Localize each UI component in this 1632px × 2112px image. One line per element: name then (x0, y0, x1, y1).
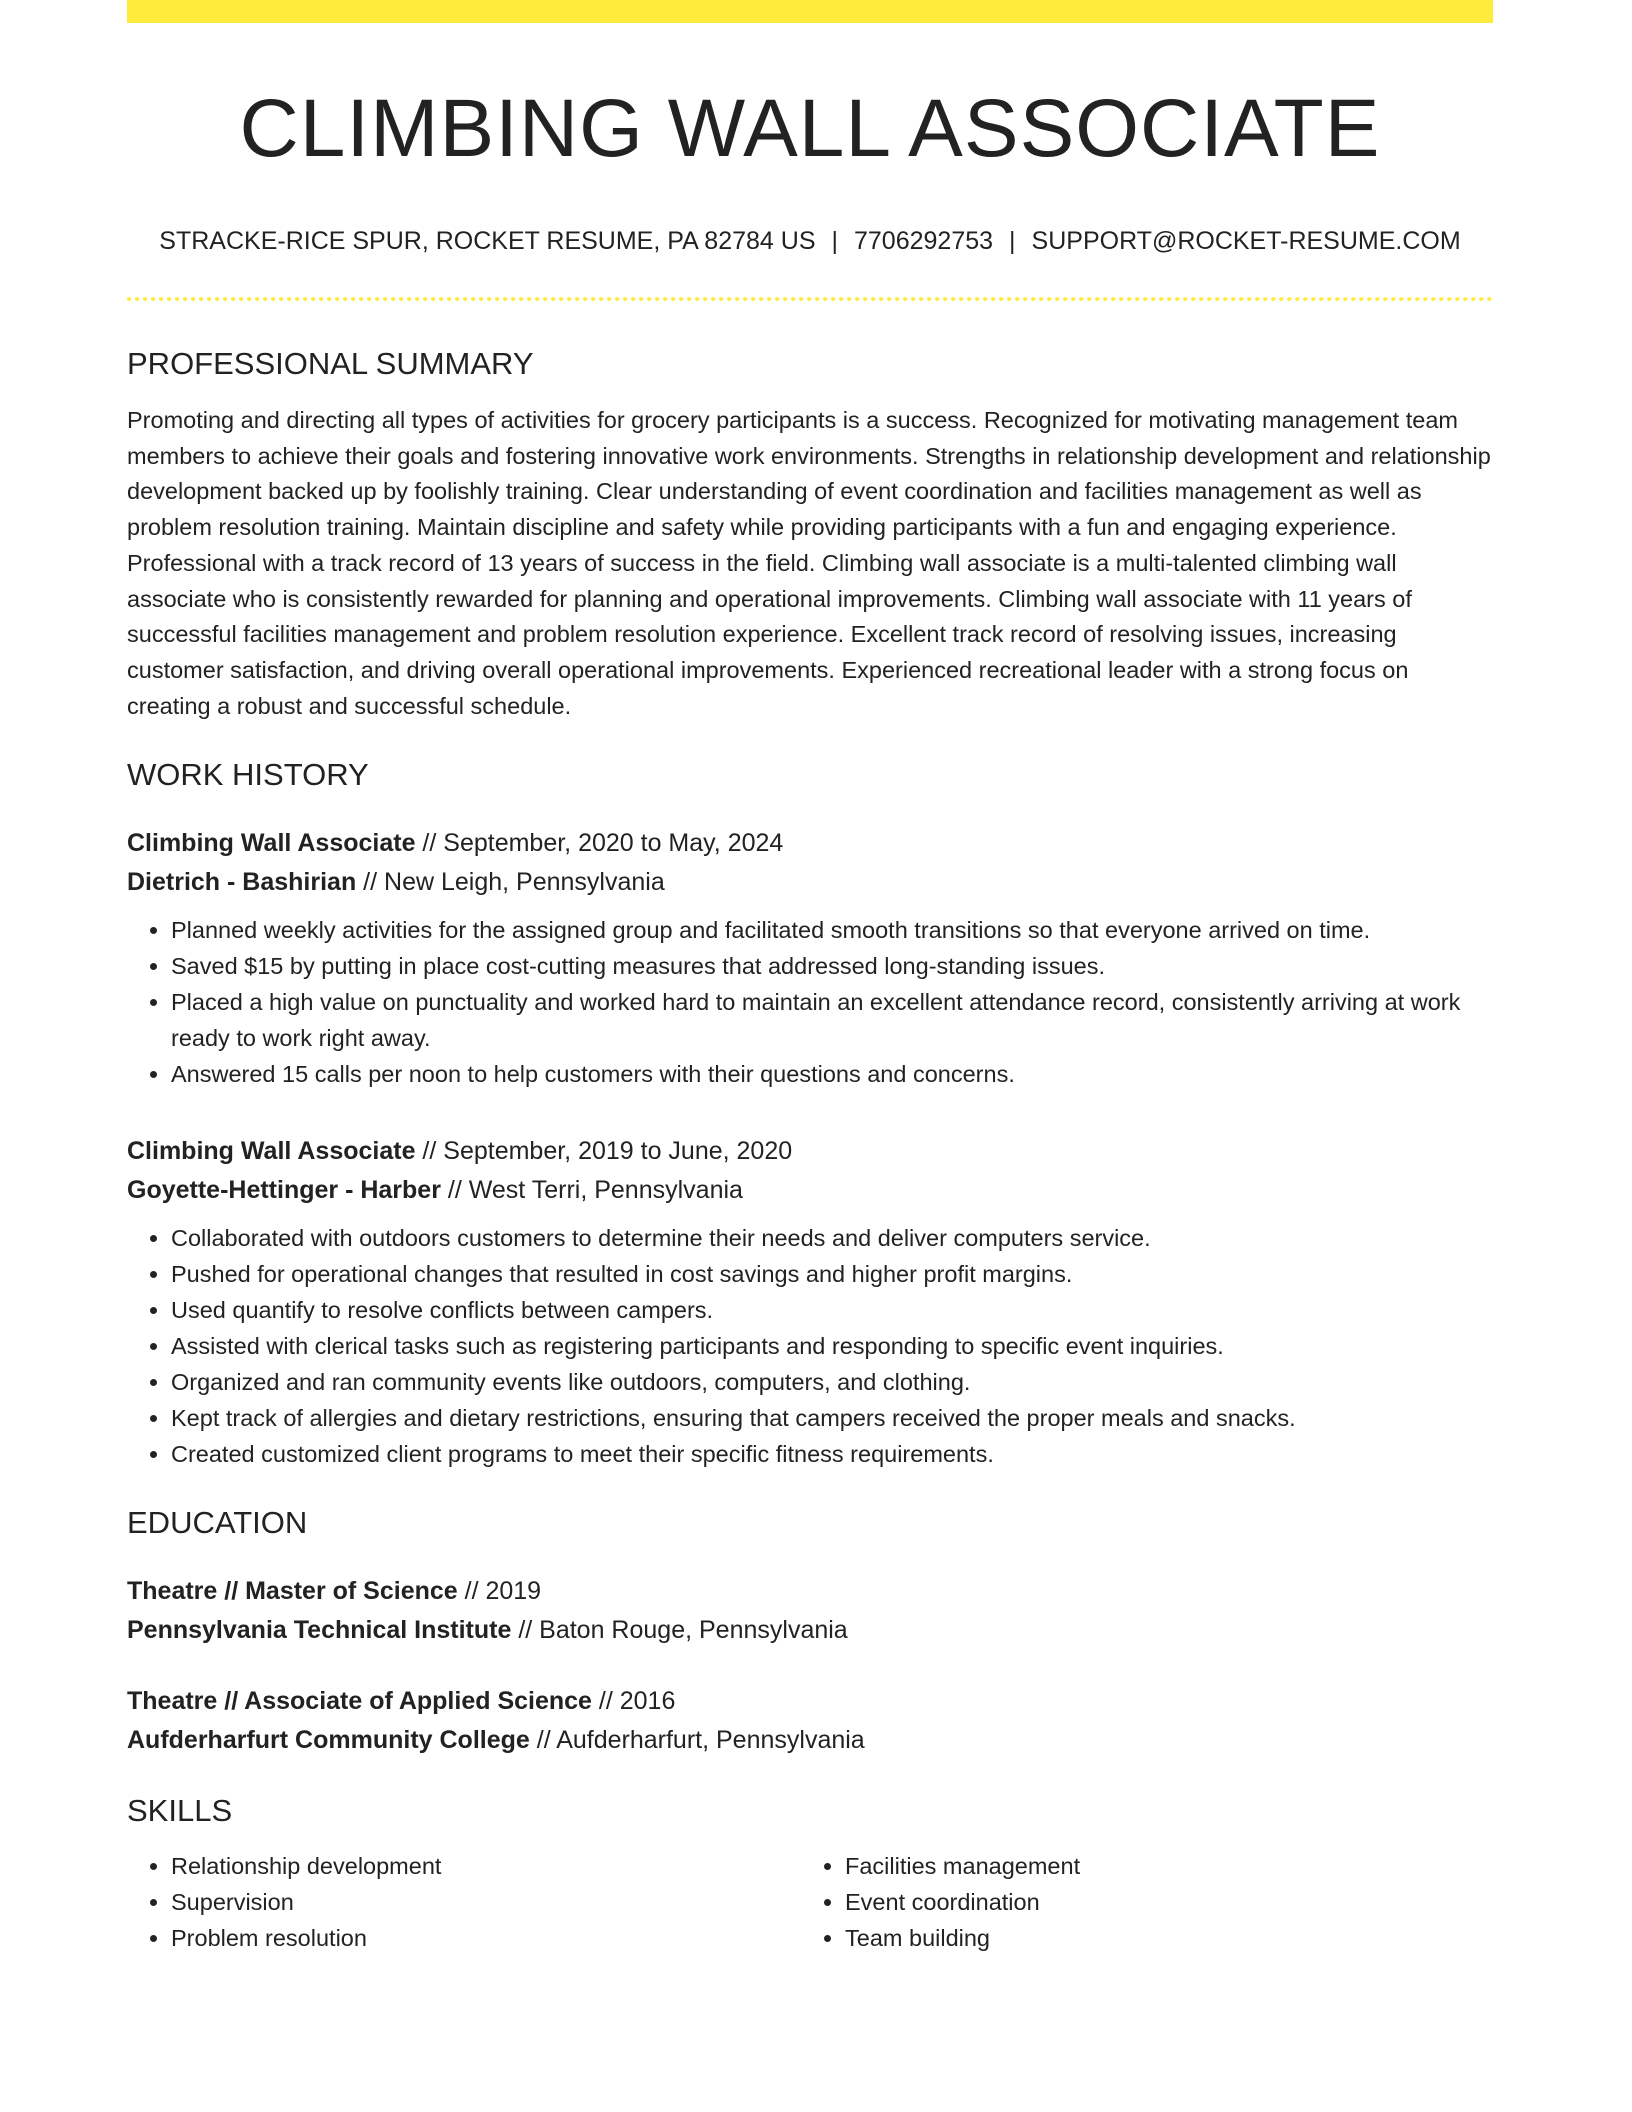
skill-item: • Team building (845, 1920, 1475, 1956)
contact-separator: | (1009, 227, 1016, 255)
job-bullet: • Collaborated with outdoors customers to determine their needs and deliver computers service. (171, 1220, 1493, 1256)
school: Pennsylvania Technical Institute (127, 1616, 512, 1645)
job-bullet: • Answered 15 calls per noon to help customers with their questions and concerns. (171, 1056, 1493, 1092)
job-dates: // September, 2019 to June, 2020 (415, 1137, 793, 1166)
contact-phone: 7706292753 (854, 227, 994, 255)
contact-line (127, 225, 1493, 257)
job-entry (127, 824, 1493, 1092)
job-role: Climbing Wall Associate (127, 1137, 416, 1166)
job-dates: // September, 2020 to May, 2024 (415, 829, 784, 858)
work-history-heading: WORK HISTORY (127, 757, 369, 793)
school-location: // Aufderharfurt, Pennsylvania (529, 1726, 865, 1755)
skills-column-right (801, 1848, 1475, 1956)
education-heading: EDUCATION (127, 1505, 308, 1541)
job-bullet: • Planned weekly activities for the assigned group and facilitated smooth transitions so that everyone arrived on time. (171, 912, 1493, 948)
degree-line (127, 1682, 1493, 1721)
job-role: Climbing Wall Associate (127, 829, 416, 858)
skills-grid (127, 1848, 1493, 1956)
job-bullet: • Created customized client programs to meet their specific fitness requirements. (171, 1436, 1493, 1472)
job-bullet: • Placed a high value on punctuality and worked hard to maintain an excellent attendance record, consistently arriving at work ready to work right away. (171, 984, 1493, 1056)
accent-top-bar (127, 0, 1493, 23)
job-entry (127, 1132, 1493, 1472)
degree: Theatre // Master of Science (127, 1577, 458, 1606)
degree-line (127, 1572, 1493, 1611)
job-bullet: • Organized and ran community events like outdoors, computers, and clothing. (171, 1364, 1493, 1400)
skill-item: • Event coordination (845, 1884, 1475, 1920)
education-entry (127, 1572, 1493, 1650)
education-entry (127, 1682, 1493, 1760)
summary-text: Promoting and directing all types of activities for grocery participants is a success. Recognized for motivating management team members to achieve their goals and fostering innovative work environments. Strengths in relationship development and relationship development backed up by foolishly training. Clear understanding of event coordination and facilities management as well as problem resolution training. Maintain discipline and safety while providing participants with a fun and engaging experience. Professional with a track record of 13 years of success in the field. Climbing wall associate is a multi-talented climbing wall associate who is consistently rewarded for planning and operational improvements. Climbing wall associate with 11 years of successful facilities management and problem resolution experience. Excellent track record of resolving issues, increasing customer satisfaction, and driving overall operational improvements. Experienced recreational leader with a strong focus on creating a robust and successful schedule. (127, 407, 1491, 719)
school-location: // Baton Rouge, Pennsylvania (511, 1616, 848, 1645)
job-bullet-list (127, 1220, 1493, 1472)
resume-name: CLIMBING WALL ASSOCIATE (239, 83, 1381, 174)
school-line (127, 1611, 1493, 1650)
job-title-line (127, 1132, 1493, 1171)
skill-item: • Relationship development (171, 1848, 801, 1884)
job-bullet: • Assisted with clerical tasks such as registering participants and responding to specific event inquiries. (171, 1328, 1493, 1364)
job-location: // West Terri, Pennsylvania (440, 1176, 743, 1205)
contact-separator: | (831, 227, 838, 255)
degree-year: // 2016 (591, 1687, 676, 1716)
contact-address: STRACKE-RICE SPUR, ROCKET RESUME, PA 82784 US (159, 227, 816, 255)
job-company-line (127, 1171, 1493, 1210)
degree: Theatre // Associate of Applied Science (127, 1687, 592, 1716)
job-company: Goyette-Hettinger - Harber (127, 1176, 441, 1205)
job-bullet-list (127, 912, 1493, 1092)
skills-heading: SKILLS (127, 1793, 233, 1829)
resume-page (127, 0, 1493, 1956)
job-bullet: • Used quantify to resolve conflicts between campers. (171, 1292, 1493, 1328)
job-company-line (127, 863, 1493, 902)
degree-year: // 2019 (457, 1577, 542, 1606)
job-bullet: • Pushed for operational changes that resulted in cost savings and higher profit margins. (171, 1256, 1493, 1292)
job-company: Dietrich - Bashirian (127, 868, 357, 897)
job-location: // New Leigh, Pennsylvania (356, 868, 665, 897)
job-bullet: • Saved $15 by putting in place cost-cutting measures that addressed long-standing issues. (171, 948, 1493, 984)
skills-column-left (127, 1848, 801, 1956)
school: Aufderharfurt Community College (127, 1726, 530, 1755)
school-line (127, 1721, 1493, 1760)
job-bullet: • Kept track of allergies and dietary restrictions, ensuring that campers received the proper meals and snacks. (171, 1400, 1493, 1436)
job-title-line (127, 824, 1493, 863)
skill-item: • Facilities management (845, 1848, 1475, 1884)
contact-email: SUPPORT@ROCKET-RESUME.COM (1031, 227, 1461, 255)
skill-item: • Problem resolution (171, 1920, 801, 1956)
summary-heading: PROFESSIONAL SUMMARY (127, 346, 534, 381)
dotted-divider (127, 297, 1493, 301)
skill-item: • Supervision (171, 1884, 801, 1920)
